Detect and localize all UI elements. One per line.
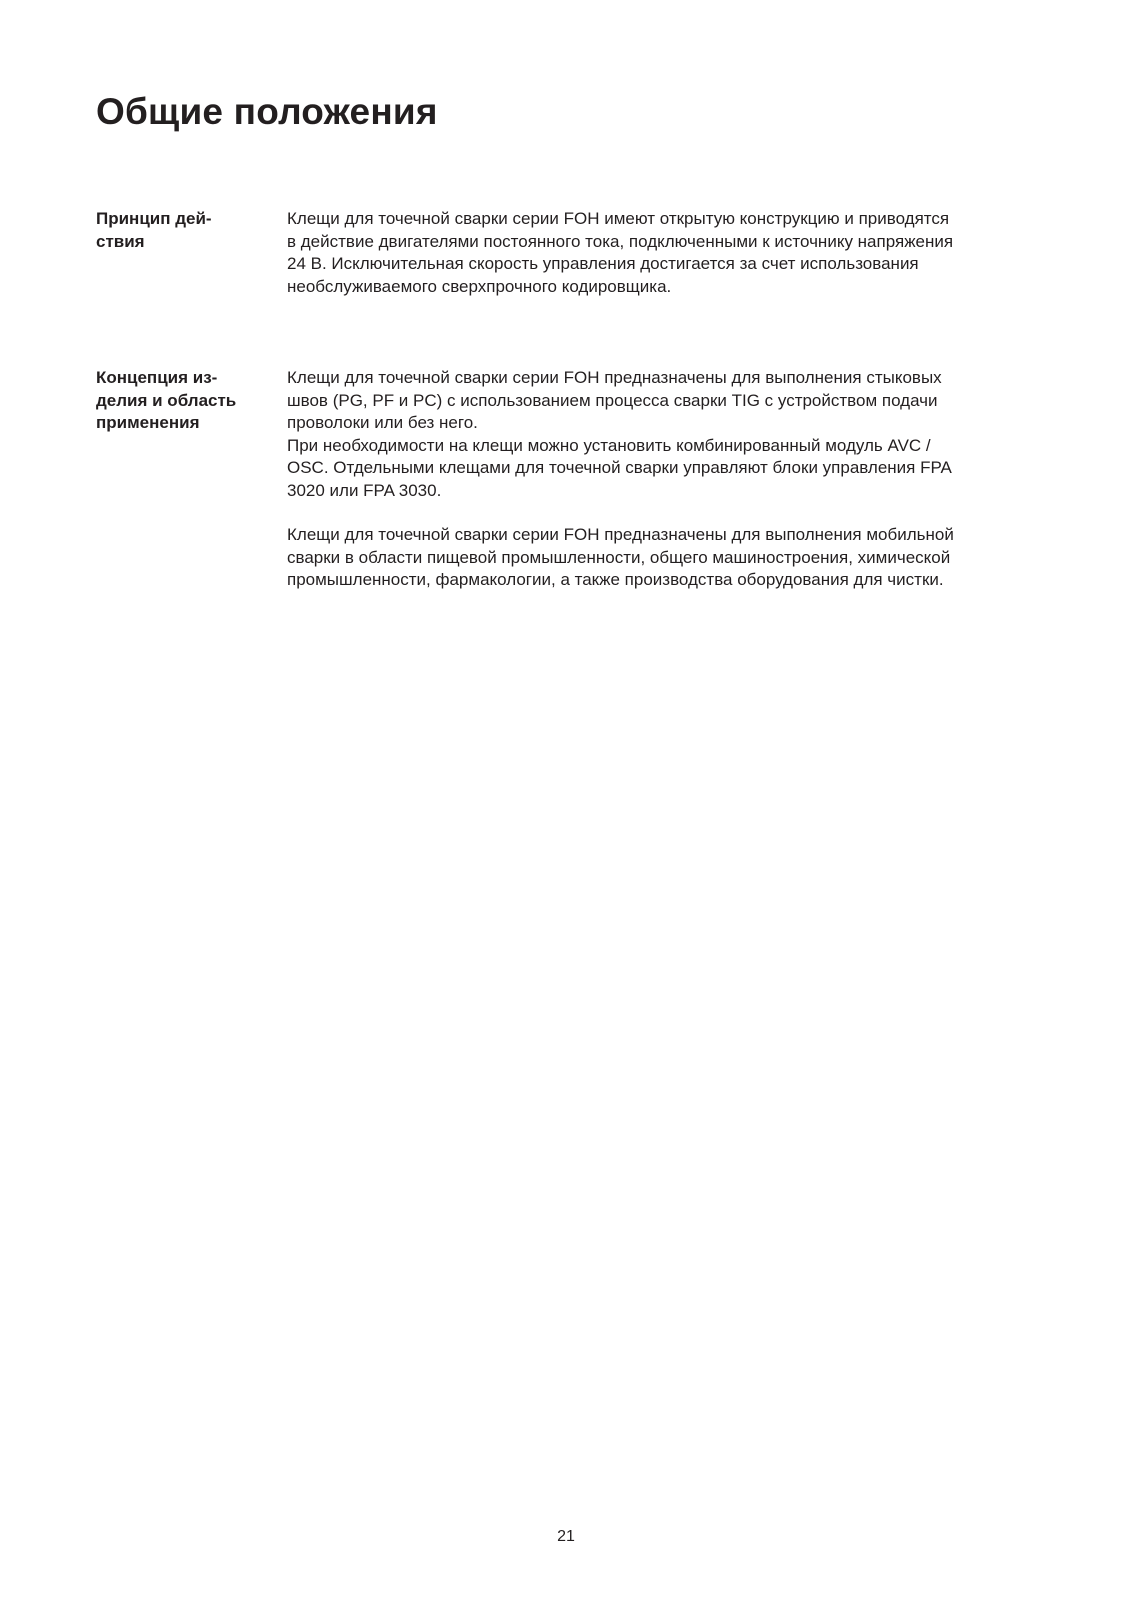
body-paragraph: При необходимости на клещи можно установить комбинированный модуль AVC / OSC. Отдельными клещами для точечной сварки управляют блоки управления FPA 3020 или FPA 3030. <box>287 435 952 500</box>
section-body <box>287 208 1039 298</box>
section-body <box>287 367 1039 592</box>
section-heading: Концепция из- делия и область применения <box>96 368 237 432</box>
body-paragraph: Клещи для точечной сварки серии FOH предназначены для выполнения стыковых швов (PG, PF и PC) с использованием процесса сварки TIG с устройством подачи проволоки или без него. <box>287 368 942 432</box>
body-paragraph: Клещи для точечной сварки серии FOH имеют открытую конструкцию и приводятся в действие двигателями постоянного тока, подключенными к источнику напряжения 24 В. Исключительная скорость управления достигается за счет использования необслуживаемого сверхпрочного кодировщика. <box>287 209 954 296</box>
page-title: Общие положения <box>96 91 438 132</box>
page-number: 21 <box>557 1528 575 1545</box>
section-heading: Принцип дей- ствия <box>96 209 212 251</box>
body-paragraph: Клещи для точечной сварки серии FOH предназначены для выполнения мобильной сварки в области пищевой промышленности, общего машиностроения, химической промышленности, фармакологии, а также производства оборудования для чистки. <box>287 525 954 589</box>
